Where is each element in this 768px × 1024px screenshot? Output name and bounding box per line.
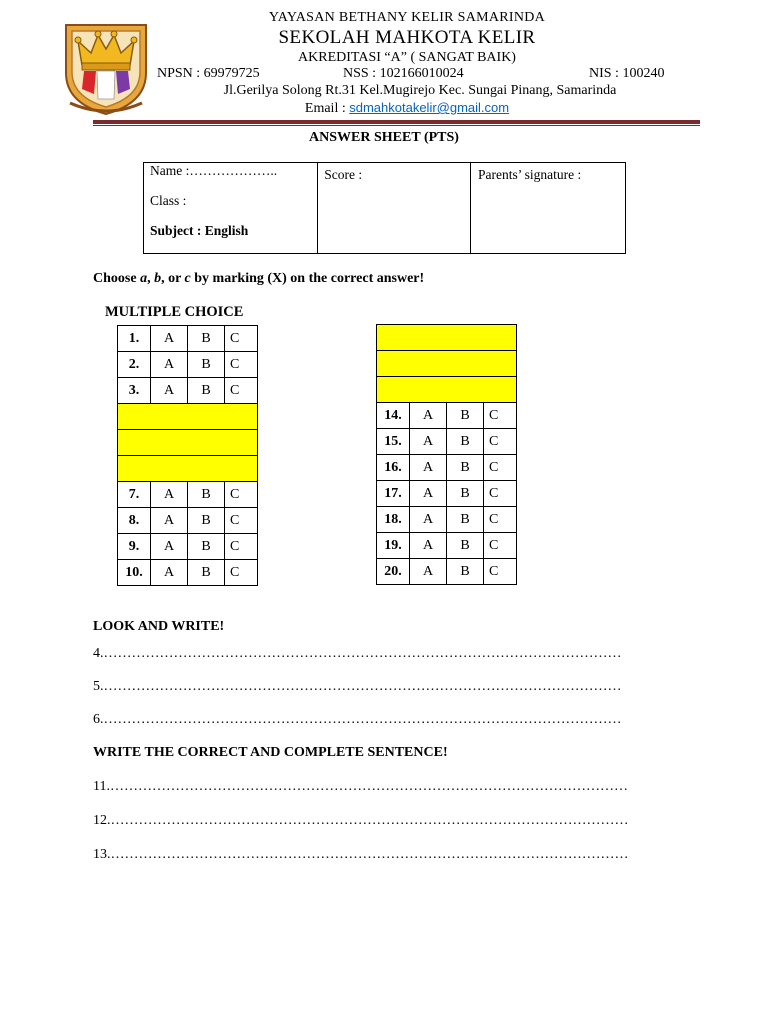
blank-answer-row: [377, 351, 517, 377]
option-c-cell[interactable]: C: [484, 403, 517, 429]
multiple-choice-heading: MULTIPLE CHOICE: [105, 304, 244, 320]
question-number: 9.: [118, 534, 151, 560]
question-number: 1.: [118, 326, 151, 352]
option-c-cell[interactable]: C: [484, 559, 517, 585]
answer-row: [377, 533, 517, 559]
answer-line-13[interactable]: 13.…………………………………………………………………………………………………: [93, 847, 629, 862]
question-number: 14.: [377, 403, 410, 429]
header-rule-thin: [93, 125, 700, 126]
option-b-cell[interactable]: B: [447, 455, 484, 481]
option-c-cell[interactable]: C: [225, 378, 258, 404]
answer-row: [118, 352, 258, 378]
answer-line-11[interactable]: 11.…………………………………………………………………………………………………: [93, 779, 628, 794]
email-link[interactable]: sdmahkotakelir@gmail.com: [349, 100, 510, 115]
answer-line-6[interactable]: 6.…………………………………………………………………………………………………: [93, 712, 622, 727]
answer-line-5[interactable]: 5.…………………………………………………………………………………………………: [93, 679, 622, 694]
question-number: 16.: [377, 455, 410, 481]
option-a-cell[interactable]: A: [151, 534, 188, 560]
option-b-cell[interactable]: B: [188, 482, 225, 508]
option-b-cell[interactable]: B: [188, 352, 225, 378]
score-label: Score :: [324, 167, 363, 182]
page-title: ANSWER SHEET (PTS): [309, 130, 459, 145]
option-a-cell[interactable]: A: [410, 533, 447, 559]
answer-row: [118, 378, 258, 404]
option-c-cell[interactable]: C: [225, 560, 258, 586]
option-c-cell[interactable]: C: [484, 429, 517, 455]
crown-shield-logo-icon: [62, 19, 150, 117]
option-a-cell[interactable]: A: [151, 482, 188, 508]
blank-answer-row: [118, 404, 258, 430]
instruction: Choose a, b, or c by marking (X) on the correct answer!: [93, 271, 425, 286]
option-a-cell[interactable]: A: [410, 507, 447, 533]
answer-row: [118, 482, 258, 508]
blank-answer-row: [377, 325, 517, 351]
option-c-cell[interactable]: C: [225, 508, 258, 534]
signature-label: Parents’ signature :: [478, 167, 582, 182]
blank-answer-row: [377, 377, 517, 403]
option-b-cell[interactable]: B: [447, 403, 484, 429]
highlighted-blank-cell: [118, 456, 258, 482]
name-class-subject-cell: [144, 163, 318, 254]
option-a-cell[interactable]: A: [410, 429, 447, 455]
answer-row: [377, 403, 517, 429]
option-c-cell[interactable]: C: [225, 534, 258, 560]
question-number: 8.: [118, 508, 151, 534]
option-a-cell[interactable]: A: [151, 352, 188, 378]
question-number: 15.: [377, 429, 410, 455]
option-c-cell[interactable]: C: [225, 482, 258, 508]
question-number: 7.: [118, 482, 151, 508]
email-row: [200, 100, 614, 117]
question-number: 3.: [118, 378, 151, 404]
option-b-cell[interactable]: B: [447, 559, 484, 585]
name-field[interactable]: Name :………………..: [150, 163, 278, 178]
question-number: 17.: [377, 481, 410, 507]
score-cell[interactable]: [318, 163, 471, 254]
nis: NIS : 100240: [589, 66, 665, 81]
question-number: 18.: [377, 507, 410, 533]
highlighted-blank-cell: [377, 377, 517, 403]
answer-row: [118, 326, 258, 352]
question-number: 20.: [377, 559, 410, 585]
signature-cell[interactable]: [471, 163, 626, 254]
option-a-cell[interactable]: A: [410, 481, 447, 507]
option-a-cell[interactable]: A: [151, 378, 188, 404]
option-a-cell[interactable]: A: [151, 326, 188, 352]
answer-row: [377, 455, 517, 481]
look-and-write-heading: LOOK AND WRITE!: [93, 619, 225, 634]
answer-row: [377, 481, 517, 507]
blank-answer-row: [118, 430, 258, 456]
answer-row: [118, 508, 258, 534]
option-b-cell[interactable]: B: [447, 507, 484, 533]
option-c-cell[interactable]: C: [225, 326, 258, 352]
write-sentence-heading: WRITE THE CORRECT AND COMPLETE SENTENCE!: [93, 745, 448, 760]
option-c-cell[interactable]: C: [225, 352, 258, 378]
subject-label: Subject : English: [150, 223, 249, 238]
header-rule: [93, 120, 700, 124]
answer-grid-left: [117, 325, 258, 586]
class-field[interactable]: Class :: [150, 193, 187, 208]
option-b-cell[interactable]: B: [447, 481, 484, 507]
highlighted-blank-cell: [118, 404, 258, 430]
answer-line-12[interactable]: 12.…………………………………………………………………………………………………: [93, 813, 629, 828]
question-number: 2.: [118, 352, 151, 378]
question-number: 19.: [377, 533, 410, 559]
highlighted-blank-cell: [377, 351, 517, 377]
option-b-cell[interactable]: B: [188, 560, 225, 586]
option-b-cell[interactable]: B: [447, 429, 484, 455]
school-address: Jl.Gerilya Solong Rt.31 Kel.Mugirejo Kec. Sungai Pinang, Samarinda: [223, 83, 617, 98]
option-a-cell[interactable]: A: [151, 560, 188, 586]
foundation-name: YAYASAN BETHANY KELIR SAMARINDA: [268, 10, 546, 25]
option-b-cell[interactable]: B: [188, 508, 225, 534]
option-a-cell[interactable]: A: [410, 559, 447, 585]
answer-row: [118, 560, 258, 586]
email-label: Email :: [304, 101, 350, 116]
option-c-cell[interactable]: C: [484, 533, 517, 559]
accreditation: AKREDITASI “A” ( SANGAT BAIK): [298, 50, 516, 65]
blank-answer-row: [118, 456, 258, 482]
npsn: NPSN : 69979725: [157, 66, 260, 81]
answer-row: [377, 559, 517, 585]
question-number: 10.: [118, 560, 151, 586]
highlighted-blank-cell: [118, 430, 258, 456]
student-info-box: [143, 162, 626, 254]
option-c-cell[interactable]: C: [484, 455, 517, 481]
answer-row: [377, 429, 517, 455]
highlighted-blank-cell: [377, 325, 517, 351]
option-b-cell[interactable]: B: [447, 533, 484, 559]
answer-row: [118, 534, 258, 560]
nss: NSS : 102166010024: [343, 66, 464, 81]
option-b-cell[interactable]: B: [188, 534, 225, 560]
option-b-cell[interactable]: B: [188, 326, 225, 352]
option-c-cell[interactable]: C: [484, 481, 517, 507]
answer-row: [377, 507, 517, 533]
school-name: SEKOLAH MAHKOTA KELIR: [278, 27, 536, 48]
answer-grid-right: [376, 324, 517, 585]
option-a-cell[interactable]: A: [410, 403, 447, 429]
answer-line-4[interactable]: 4.…………………………………………………………………………………………………: [93, 646, 622, 661]
option-a-cell[interactable]: A: [410, 455, 447, 481]
option-c-cell[interactable]: C: [484, 507, 517, 533]
option-a-cell[interactable]: A: [151, 508, 188, 534]
option-b-cell[interactable]: B: [188, 378, 225, 404]
